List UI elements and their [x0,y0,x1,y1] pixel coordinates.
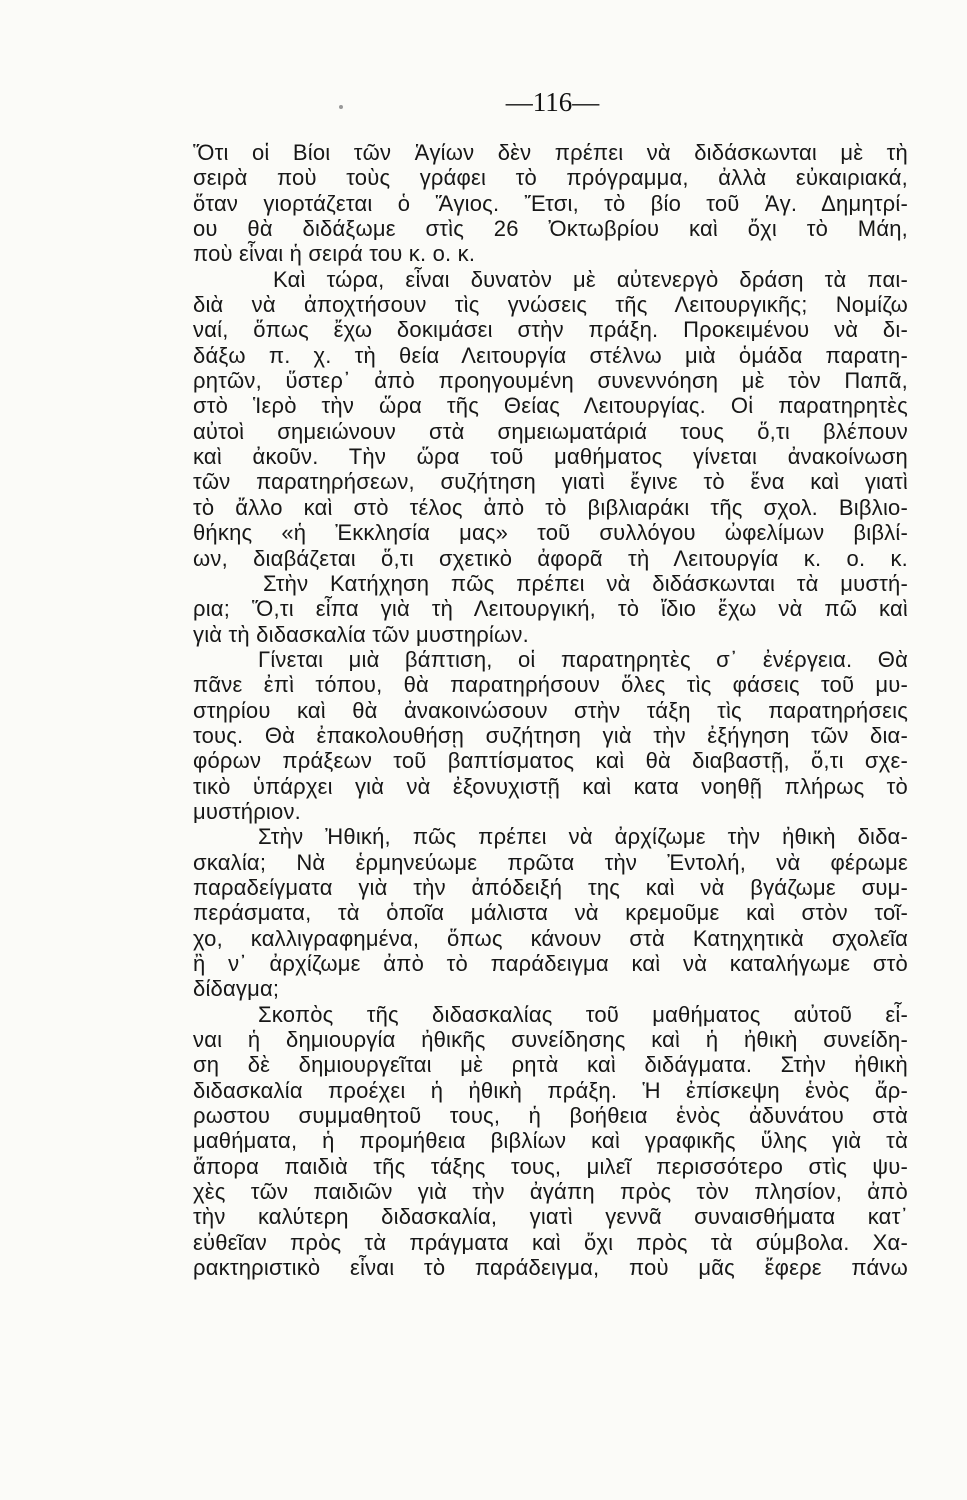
text-line: Σκοπὸς τῆς διδασκαλίας τοῦ μαθήματος αὐτοῦ εἶ- [258,1001,908,1027]
text-line: ρακτηριστικὸ εἶναι τὸ παράδειγμα, ποὺ μᾶς ἔφερε πάνω [193,1255,908,1281]
text-line: πᾶνε ἐπὶ τόπου, θὰ παρατηρήσουν ὅλες τὶς φάσεις τοῦ μυ- [193,672,908,698]
text-line: Ὅτι οἱ Βίοι τῶν Ἁγίων δὲν πρέπει νὰ διδάσκωνται μὲ τὴ [193,140,908,165]
page-number: —116— [505,87,600,117]
text-line: μαθήματα, ἡ προμήθεια βιβλίων καὶ γραφικῆς ὕλης γιὰ τὰ [193,1128,908,1154]
text-line: ση δὲ δημιουργεῖται μὲ ρητὰ καὶ διδάγματα. Στὴν ἠθικὴ [193,1052,908,1078]
text-line: φόρων πράξεων τοῦ βαπτίσματος καὶ θὰ διαβαστῇ, ὅ,τι σχε- [193,748,908,774]
text-line: αὐτοὶ σημειώνουν στὰ σημειωματάριά τους ὅ,τι βλέπουν [193,418,908,444]
text-line: χὲς τῶν παιδιῶν γιὰ τὴν ἀγάπη πρὸς τὸν πλησίον, ἀπὸ [193,1179,908,1205]
text-line: ναι ἡ δημιουργία ἠθικῆς συνείδησης καὶ ἡ ἠθικὴ συνείδη- [193,1027,908,1053]
text-line: μυστήριον. [193,798,301,824]
text-line: ὅταν γιορτάζεται ὁ Ἅγιος. Ἔτσι, τὸ βίο τοῦ Ἁγ. Δημητρί- [193,190,908,216]
text-line: χο, καλλιγραφημένα, ὅπως κάνουν στὰ Κατηχητικὰ σχολεῖα [193,925,908,951]
text-line: τικὸ ὑπάρχει γιὰ νὰ ἐξονυχιστῇ καὶ κατα νοηθῇ πλήρως τὸ [193,773,908,799]
text-line: διδασκαλία προέχει ἡ ἠθικὴ πράξη. Ἡ ἐπίσκεψη ἑνὸς ἄρ- [193,1077,908,1103]
text-line: γιὰ τὴ διδασκαλία τῶν μυστηρίων. [193,621,529,647]
text-line: τῶν παρατηρήσεων, συζήτηση γιατὶ ἔγινε τὸ ἕνα καὶ γιατὶ [193,469,908,495]
text-line: στηρίου καὶ θὰ ἀνακοινώσουν στὴν τάξη τὶς παρατηρήσεις [193,697,908,723]
text-line: τους. Θὰ ἐπακολουθήσῃ συζήτηση γιὰ τὴν ἐξήγηση τῶν δια- [193,722,908,748]
text-line: Γίνεται μιὰ βάπτιση, οἱ παρατηρητὲς σ᾽ ἐνέργεια. Θὰ [258,646,908,672]
text-line: ἢ ν᾽ ἀρχίζωμε ἀπὸ τὸ παράδειγμα καὶ νὰ καταλήγωμε στὸ [193,951,908,976]
text-line: Στὴν Κατήχηση πῶς πρέπει νὰ διδάσκωνται τὰ μυστή- [263,570,908,596]
text-line: ἄπορα παιδιὰ τῆς τάξης τους, μιλεῖ περισσότερο στὶς ψυ- [193,1153,908,1179]
text-line: Καὶ τώρα, εἶναι δυνατὸν μὲ αὐτενεργὸ δράση τὰ παι- [273,266,908,292]
text-line: σκαλία; Νὰ ἑρμηνεύωμε πρῶτα τὴν Ἐντολή, νὰ φέρωμε [193,849,908,875]
text-line: ναί, ὅπως ἔχω δοκιμάσει στὴν πράξη. Προκειμένου νὰ δι- [193,317,908,343]
text-line: τὸ ἄλλο καὶ στὸ τέλος ἀπὸ τὸ βιβλιαράκι τῆς σχολ. Βιβλιο- [193,494,908,520]
body-text [193,140,908,1280]
text-line: θήκης «ἡ Ἐκκλησία μας» τοῦ συλλόγου ὠφελίμων βιβλί- [193,520,908,546]
text-line: ποὺ εἶναι ἡ σειρά του κ. ο. κ. [193,241,476,267]
text-line: διὰ νὰ ἀποχτήσουν τὶς γνώσεις τῆς Λειτουργικῆς; Νομίζω [193,292,908,318]
text-line: Στὴν Ἠθική, πῶς πρέπει νὰ ἀρχίζωμε τὴν ἠθικὴ διδα- [258,824,908,850]
text-line: ου θὰ διδάξωμε στὶς 26 Ὀκτωβρίου καὶ ὄχι τὸ Μάη, [193,216,908,242]
text-line: περάσματα, τὰ ὁποῖα μάλιστα νὰ κρεμοῦμε καὶ στὸν τοῖ- [193,900,908,926]
text-line: δάξω π. χ. τὴ θεία Λειτουργία στέλνω μιὰ ὁμάδα παρατη- [193,342,908,368]
text-line: στὸ Ἱερὸ τὴν ὥρα τῆς Θείας Λειτουργίας. Οἱ παρατηρητὲς [193,393,908,419]
text-line: ρωστου συμμαθητοῦ τους, ἡ βοήθεια ἑνὸς ἀδυνάτου στὰ [193,1103,908,1129]
text-line: παραδείγματα γιὰ τὴν ἀπόδειξή της καὶ νὰ βγάζωμε συμ- [193,874,908,900]
text-line: δίδαγμα; [193,976,280,1002]
text-line: ρια; Ὅ,τι εἶπα γιὰ τὴ Λειτουργική, τὸ ἴδιο ἔχω νὰ πῶ καὶ [193,596,908,622]
text-line: καὶ ἀκοῦν. Τὴν ὥρα τοῦ μαθήματος γίνεται ἀνακοίνωση [193,444,908,470]
text-line: σειρὰ ποὺ τοὺς γράφει τὸ πρόγραμμα, ἀλλὰ εὐκαιριακά, [193,165,908,191]
text-line: ρητῶν, ὕστερ᾽ ἀπὸ προηγουμένη συνεννόηση μὲ τὸν Παπᾶ, [193,368,908,394]
text-line: ων, διαβάζεται ὅ,τι σχετικὸ ἀφορᾶ τὴ Λειτουργία κ. ο. κ. [193,545,908,571]
text-line: τὴν καλύτερη διδασκαλία, γιατὶ γεννᾶ συναισθήματα κατ᾽ [193,1204,908,1230]
text-line: εὐθεῖαν πρὸς τὰ πράγματα καὶ ὄχι πρὸς τὰ σύμβολα. Χα- [193,1229,908,1255]
